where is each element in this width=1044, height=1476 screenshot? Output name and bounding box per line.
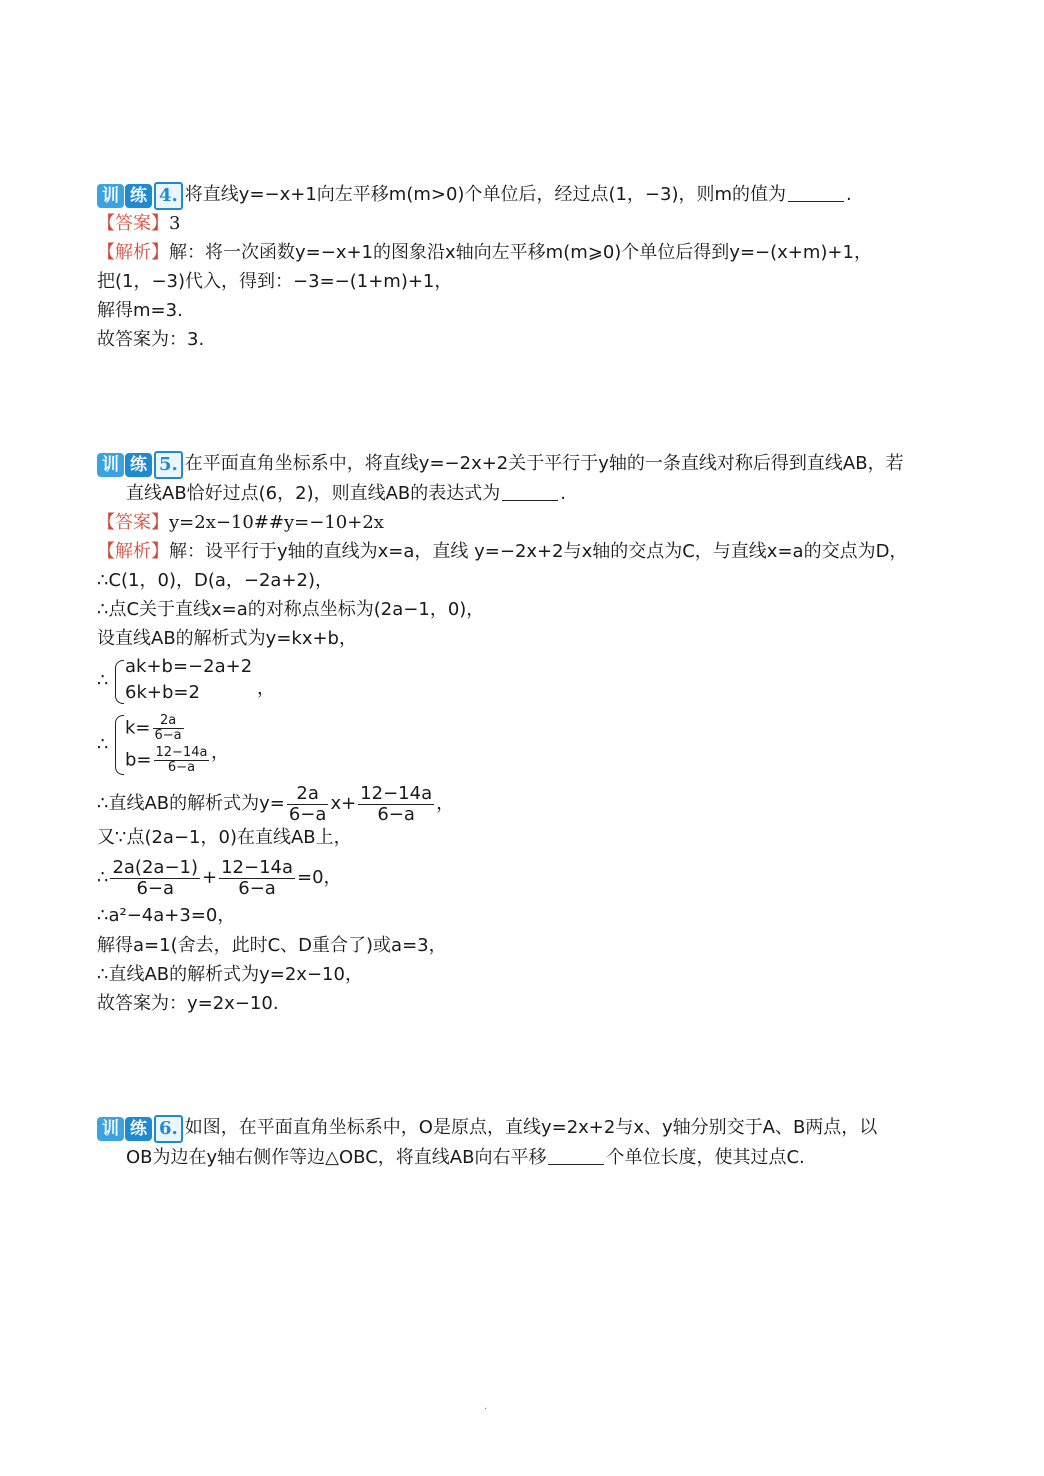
problem-5-analysis-2: ∴C(1，0)，D(a，−2a+2)， xyxy=(97,570,334,591)
analysis-tag: 【解析】 xyxy=(97,541,169,562)
problem-5-analysis-1: 【解析】解：设平行于y轴的直线为x=a，直线 y=−2x+2与x轴的交点为C，与直线x=a的交点为D， xyxy=(97,541,908,562)
problem-5-analysis-13: 故答案为：y=2x−10. xyxy=(97,993,279,1014)
practice-badge-6: 训 练 6. xyxy=(97,1115,183,1141)
brace xyxy=(115,715,124,775)
equation-system-2: ∴ k= $\frac{2a}{6-a}$ b= $\frac{12-14a}{6-a}$ ， xyxy=(97,713,229,775)
problem-5-analysis-10: ∴a²−4a+3=0， xyxy=(97,905,236,926)
problem-5-analysis-11: 解得a=1(舍去，此时C、D重合了)或a=3， xyxy=(97,935,447,956)
problem-5-analysis-7: ∴直线AB的解析式为y= $\frac{2a}{6-a}$ x+ $\frac{12-14a}{6-a}$ ， xyxy=(97,782,455,825)
problem-5-analysis-3: ∴点C关于直线x=a的对称点坐标为(2a−1，0)， xyxy=(97,599,485,620)
problem-4-analysis-3: 解得m=3. xyxy=(97,300,183,321)
equation-system-1: ∴ ak+b=−2a+2 6k+b=2 ， xyxy=(97,656,275,703)
problem-5-question-1: 训 练 5. 在平面直角坐标系中，将直线y=−2x+2关于平行于y轴的一条直线对称后得到直线AB，若 xyxy=(97,451,904,477)
problem-5-answer xyxy=(97,510,384,536)
problem-5-analysis-12: ∴直线AB的解析式为y=2x−10， xyxy=(97,964,363,985)
problem-5-question-2: 直线AB恰好过点(6，2)，则直线AB的表达式为 . xyxy=(126,483,567,504)
answer-tag: 【答案】 xyxy=(97,213,169,234)
brace xyxy=(115,660,124,704)
answer-blank xyxy=(788,183,844,202)
answer-tag: 【答案】 xyxy=(97,512,169,533)
analysis-tag: 【解析】 xyxy=(97,242,169,263)
problem-4-answer xyxy=(97,211,180,237)
problem-4-analysis-1: 【解析】解：将一次函数y=−x+1的图象沿x轴向左平移m(m⩾0)个单位后得到y=−(x+m)+1， xyxy=(97,242,872,263)
practice-badge-4: 训 练 4. xyxy=(97,182,183,208)
problem-4-analysis-4: 故答案为：3. xyxy=(97,329,205,350)
answer-value: y=2x−10##y=−10+2x xyxy=(169,512,384,533)
practice-badge-5: 训 练 5. xyxy=(97,451,183,477)
page-mark: · xyxy=(484,1404,488,1415)
problem-6-question-1: 训 练 6. 如图，在平面直角坐标系中，O是原点，直线y=2x+2与x、y轴分别交于A、B两点，以 xyxy=(97,1115,877,1141)
problem-5-analysis-4: 设直线AB的解析式为y=kx+b， xyxy=(97,628,357,649)
answer-value: 3 xyxy=(169,213,181,234)
problem-6-question-2: OB为边在y轴右侧作等边△OBC，将直线AB向右平移 个单位长度，使其过点C. xyxy=(126,1147,805,1168)
problem-4-question: 训 练 4. 将直线y=−x+1向左平移m(m>0)个单位后，经过点(1，−3)，则m的值为 . xyxy=(97,182,852,208)
problem-5-analysis-8: 又∵点(2a−1，0)在直线AB上， xyxy=(97,827,352,848)
question-text: 将直线y=−x+1向左平移m(m>0)个单位后，经过点(1，−3)，则m的值为 xyxy=(184,184,787,205)
problem-4-analysis-2: 把(1，−3)代入，得到：−3=−(1+m)+1， xyxy=(97,271,453,292)
answer-blank xyxy=(548,1146,604,1165)
problem-5-analysis-9: ∴ $\frac{2a(2a-1)}{6-a}$ + $\frac{12-14a}{6-a}$ =0， xyxy=(97,856,342,899)
answer-blank xyxy=(502,482,558,501)
